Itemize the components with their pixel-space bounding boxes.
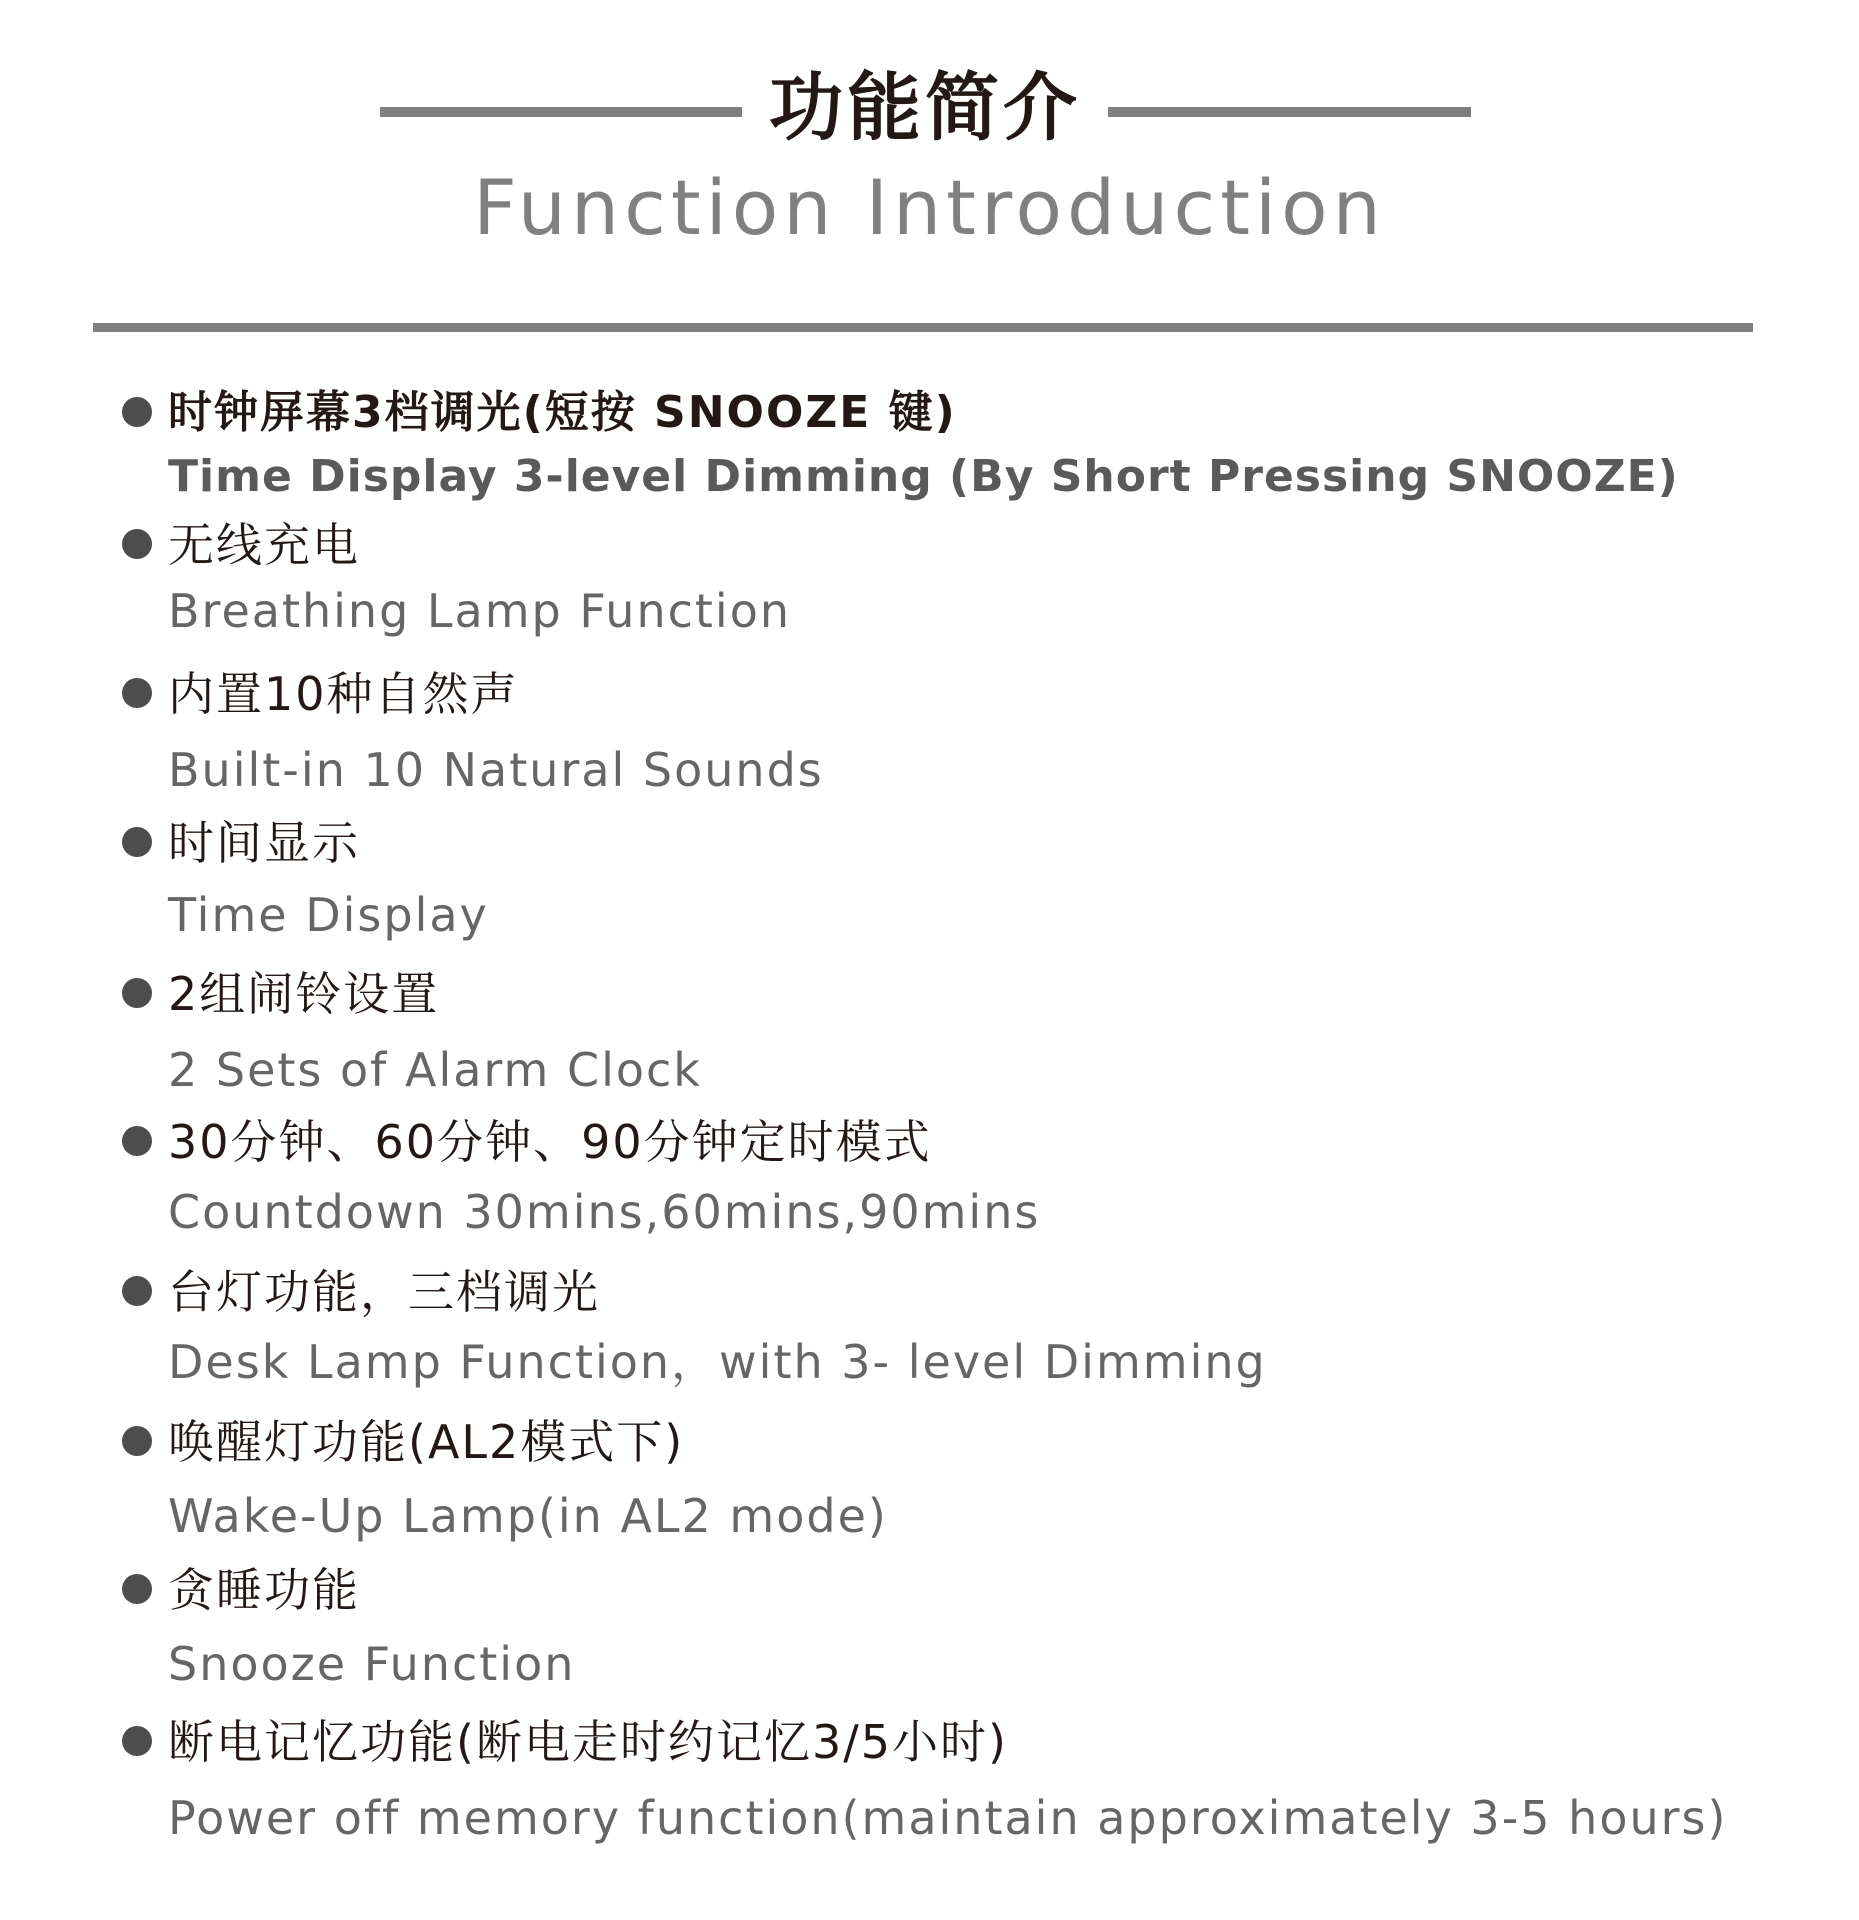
- feature-en: Snooze Function: [168, 1637, 576, 1691]
- header-divider: [93, 323, 1753, 332]
- feature-cn: 唤醒灯功能(AL2模式下): [168, 1415, 685, 1469]
- bullet-dot: [122, 978, 152, 1008]
- feature-cn: 内置10种自然声: [168, 667, 519, 721]
- title-rule-left: [380, 107, 742, 117]
- title-rule-right: [1108, 107, 1471, 117]
- feature-en: 2 Sets of Alarm Clock: [168, 1043, 702, 1097]
- bullet-dot: [122, 678, 152, 708]
- bullet-dot: [122, 1574, 152, 1604]
- feature-en: Time Display: [168, 888, 489, 942]
- feature-en: Desk Lamp Function，with 3- level Dimming: [168, 1335, 1267, 1389]
- feature-en: Built-in 10 Natural Sounds: [168, 743, 824, 797]
- bullet-dot: [122, 1126, 152, 1156]
- bullet-dot: [122, 1726, 152, 1756]
- feature-cn: 2组闹铃设置: [168, 967, 440, 1021]
- page-title-en: Function Introduction: [473, 163, 1386, 252]
- feature-cn: 断电记忆功能(断电走时约记忆3/5小时): [168, 1715, 1008, 1769]
- page-header: [0, 0, 1859, 340]
- feature-cn: 30分钟、60分钟、90分钟定时模式: [168, 1115, 932, 1169]
- page-title-cn: 功能简介: [769, 65, 1081, 151]
- feature-en: Time Display 3-level Dimming (By Short Pressing SNOOZE): [168, 451, 1679, 502]
- bullet-dot: [122, 529, 152, 559]
- bullet-dot: [122, 1276, 152, 1306]
- feature-cn: 无线充电: [168, 518, 360, 572]
- bullet-dot: [122, 827, 152, 857]
- feature-en: Breathing Lamp Function: [168, 584, 791, 638]
- feature-en: Power off memory function(maintain approximately 3-5 hours): [168, 1791, 1728, 1845]
- bullet-dot: [122, 397, 152, 427]
- feature-cn: 时间显示: [168, 816, 360, 870]
- bullet-dot: [122, 1426, 152, 1456]
- feature-en: Wake-Up Lamp(in AL2 mode): [168, 1489, 888, 1543]
- feature-en: Countdown 30mins,60mins,90mins: [168, 1185, 1041, 1239]
- feature-cn: 时钟屏幕3档调光(短按 SNOOZE 键): [168, 387, 957, 438]
- feature-cn: 台灯功能，三档调光: [168, 1265, 600, 1319]
- feature-cn: 贪睡功能: [168, 1563, 360, 1617]
